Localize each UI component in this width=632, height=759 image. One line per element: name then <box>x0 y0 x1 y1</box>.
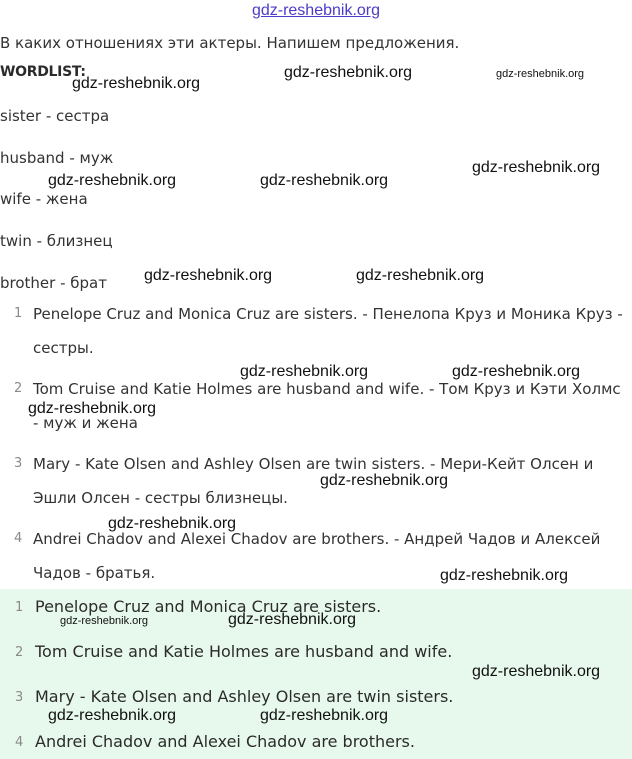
watermark: gdz-reshebnik.org <box>60 615 149 627</box>
watermark: gdz-reshebnik.org <box>440 567 569 584</box>
watermark: gdz-reshebnik.org <box>320 472 449 489</box>
wordlist-item: sister - сестра <box>0 107 110 125</box>
exercise-text: Andrei Chadov and Alexei Chadov are brothers. - Андрей Чадов и Алексей Чадов - братья. <box>33 530 601 582</box>
watermark: gdz-reshebnik.org <box>356 267 485 284</box>
watermark: gdz-reshebnik.org <box>72 75 201 92</box>
watermark: gdz-reshebnik.org <box>48 707 177 724</box>
exercise-text: Penelope Cruz and Monica Cruz are sisters. - Пенелопа Круз и Моника Круз - сестры. <box>33 305 623 357</box>
wordlist-title: WORDLIST: <box>0 64 86 80</box>
answer-number: 4 <box>15 735 24 750</box>
watermark: gdz-reshebnik.org <box>496 68 585 80</box>
watermark: gdz-reshebnik.org <box>260 172 389 189</box>
answer-text: Penelope Cruz and Monica Cruz are sisters. <box>35 597 382 616</box>
watermark: gdz-reshebnik.org <box>472 663 601 680</box>
wordlist-item: twin - близнец <box>0 232 113 250</box>
answer-text: Mary - Kate Olsen and Ashley Olsen are twin sisters. <box>35 687 454 706</box>
exercise-item <box>0 447 632 515</box>
exercise-number: 3 <box>14 456 23 471</box>
answer-number: 1 <box>15 600 24 615</box>
watermark: gdz-reshebnik.org <box>28 400 157 417</box>
exercise-text: Mary - Kate Olsen and Ashley Olsen are twin sisters. - Мери-Кейт Олсен и Эшли Олсен - сестры близнецы. <box>33 455 594 507</box>
watermark: gdz-reshebnik.org <box>240 363 369 380</box>
exercise-number: 1 <box>14 306 23 321</box>
watermark: gdz-reshebnik.org <box>472 159 601 176</box>
site-header-link[interactable]: gdz-reshebnik.org <box>251 2 381 19</box>
answer-text: Andrei Chadov and Alexei Chadov are brothers. <box>35 732 415 751</box>
exercise-number: 2 <box>14 381 23 396</box>
intro-text: В каких отношениях эти актеры. Напишем предложения. <box>0 34 460 52</box>
watermark: gdz-reshebnik.org <box>228 611 357 628</box>
answer-number: 3 <box>15 690 24 705</box>
wordlist-item: brother - брат <box>0 274 107 292</box>
watermark: gdz-reshebnik.org <box>452 363 581 380</box>
exercise-text: Tom Cruise and Katie Holmes are husband and wife. - Том Круз и Кэти Холмс - муж и жена <box>33 380 621 432</box>
watermark: gdz-reshebnik.org <box>284 64 413 81</box>
answer-number: 2 <box>15 645 24 660</box>
watermark: gdz-reshebnik.org <box>144 267 273 284</box>
watermark: gdz-reshebnik.org <box>108 515 237 532</box>
exercise-item <box>0 297 632 365</box>
wordlist-item: wife - жена <box>0 190 88 208</box>
watermark: gdz-reshebnik.org <box>260 707 389 724</box>
exercise-number: 4 <box>14 531 23 546</box>
watermark: gdz-reshebnik.org <box>48 172 177 189</box>
wordlist-item: husband - муж <box>0 149 114 167</box>
answer-text: Tom Cruise and Katie Holmes are husband and wife. <box>35 642 453 661</box>
